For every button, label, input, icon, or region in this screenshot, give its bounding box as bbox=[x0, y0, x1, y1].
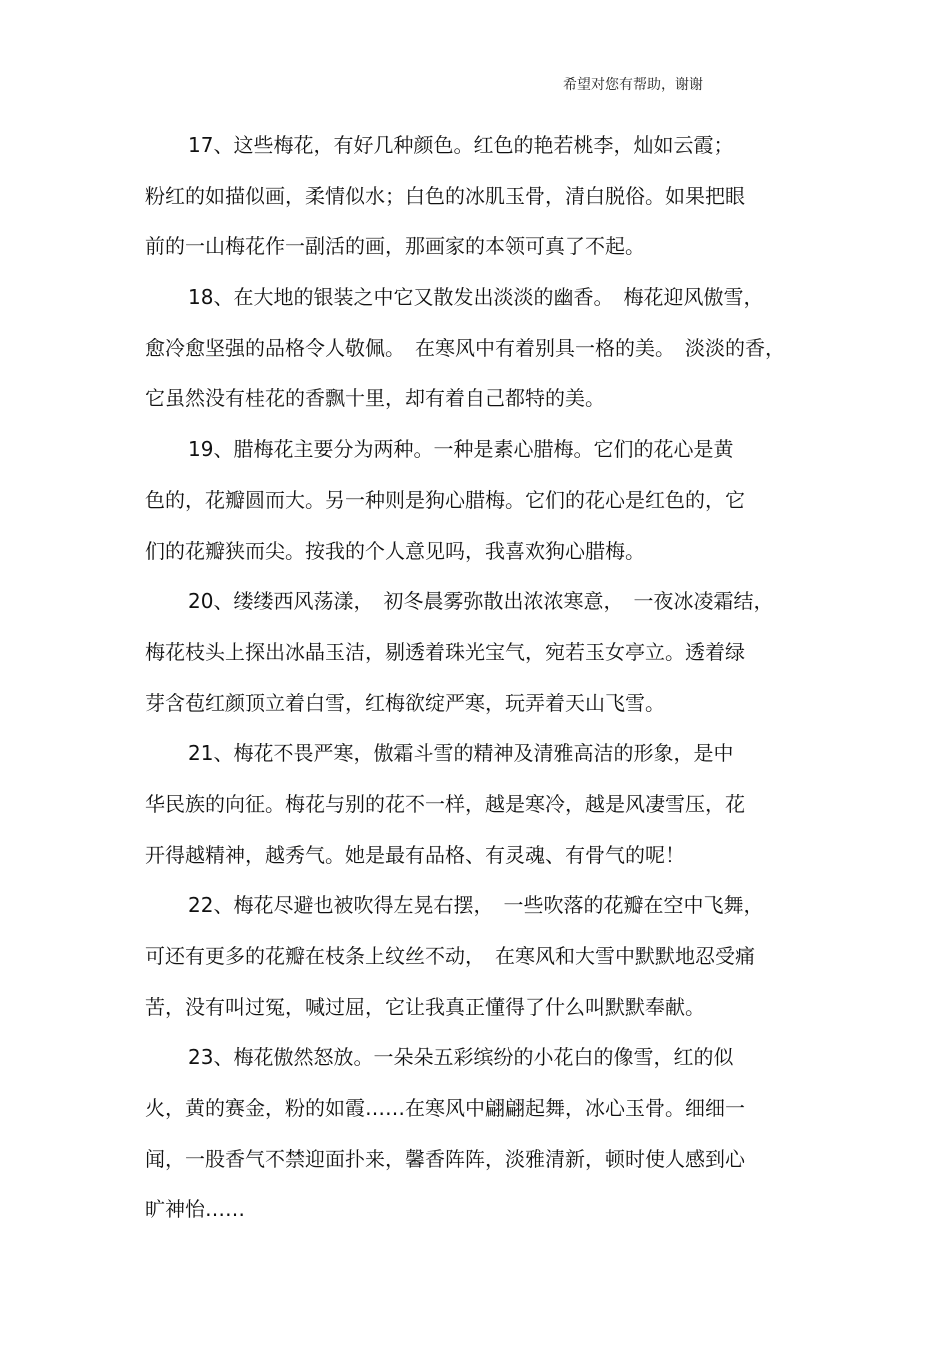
paragraph-line: 前的一山梅花作一副活的画，那画家的本领可真了不起。 bbox=[145, 234, 645, 259]
paragraph-line: 23、梅花傲然怒放。一朵朵五彩缤纷的小花白的像雪，红的似 bbox=[188, 1045, 734, 1070]
paragraph-line: 开得越精神，越秀气。她是最有品格、有灵魂、有骨气的呢！ bbox=[145, 842, 685, 867]
paragraph-line: 可还有更多的花瓣在枝条上纹丝不动， 在寒风和大雪中默默地忍受痛 bbox=[145, 944, 755, 968]
paragraph-line: 21、梅花不畏严寒，傲霜斗雪的精神及清雅高洁的形象，是中 bbox=[188, 741, 734, 766]
paragraph-line: 梅花枝头上探出冰晶玉洁，剔透着珠光宝气，宛若玉女亭立。透着绿 bbox=[145, 639, 745, 664]
paragraph-line: 色的，花瓣圆而大。另一种则是狗心腊梅。它们的花心是红色的，它 bbox=[145, 487, 745, 512]
paragraph-line: 愈冷愈坚强的品格令人敬佩。 在寒风中有着别具一格的美。 淡淡的香， bbox=[145, 335, 785, 360]
paragraph-line: 旷神怡…… bbox=[145, 1197, 245, 1222]
paragraph-line: 它虽然没有桂花的香飘十里，却有着自己都特的美。 bbox=[145, 386, 605, 411]
paragraph-line: 火，黄的赛金，粉的如霞……在寒风中翩翩起舞，冰心玉骨。细细一 bbox=[145, 1096, 745, 1121]
header-note: 希望对您有帮助，谢谢 bbox=[563, 77, 703, 93]
paragraph-line: 22、梅花尽避也被吹得左晃右摆， 一些吹落的花瓣在空中飞舞， bbox=[188, 893, 764, 918]
paragraph-line: 闻，一股香气不禁迎面扑来，馨香阵阵，淡雅清新，顿时使人感到心 bbox=[145, 1146, 745, 1171]
paragraph-line: 华民族的向征。梅花与别的花不一样，越是寒冷，越是风凄雪压，花 bbox=[145, 791, 745, 816]
paragraph-line: 芽含苞红颜顶立着白雪，红梅欲绽严寒，玩弄着天山飞雪。 bbox=[145, 690, 665, 715]
document-body bbox=[145, 120, 825, 1235]
paragraph-line: 19、腊梅花主要分为两种。一种是素心腊梅。它们的花心是黄 bbox=[188, 437, 734, 462]
paragraph-line: 17、这些梅花，有好几种颜色。红色的艳若桃李，灿如云霞； bbox=[188, 133, 734, 157]
paragraph-line: 18、在大地的银装之中它又散发出淡淡的幽香。 梅花迎风傲雪， bbox=[188, 285, 764, 310]
paragraph-line: 们的花瓣狭而尖。按我的个人意见吗，我喜欢狗心腊梅。 bbox=[145, 538, 645, 563]
paragraph-line: 苦，没有叫过冤，喊过屈，它让我真正懂得了什么叫默默奉献。 bbox=[145, 994, 705, 1019]
paragraph-line: 粉红的如描似画，柔情似水；白色的冰肌玉骨，清白脱俗。如果把眼 bbox=[145, 183, 745, 208]
paragraph-line: 20、缕缕西风荡漾， 初冬晨雾弥散出浓浓寒意， 一夜冰凌霜结， bbox=[188, 589, 774, 614]
